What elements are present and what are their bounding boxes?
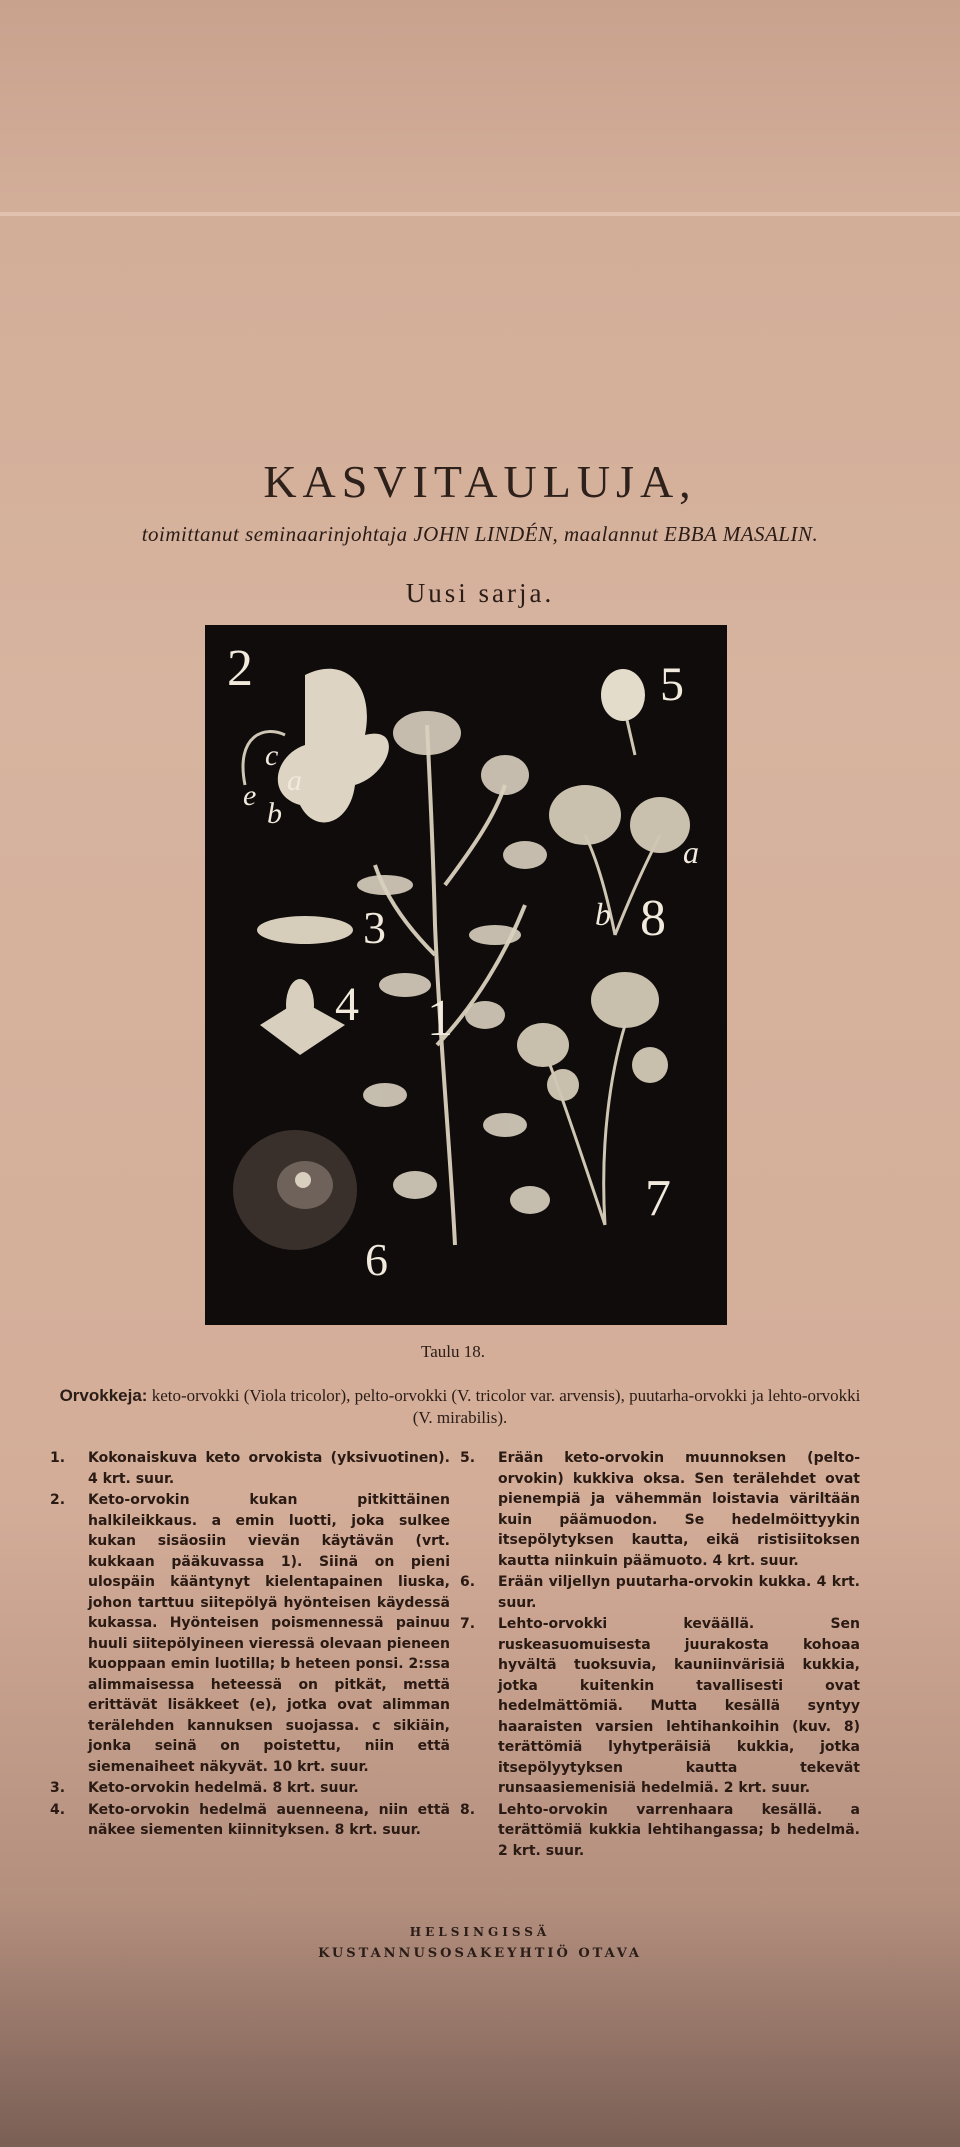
plate-small-label-b8: b bbox=[595, 896, 611, 932]
legend-text: Kokonaiskuva keto orvokista (yksivuotinen). 4 krt. suur. bbox=[88, 1450, 450, 1487]
plate-label-5: 5 bbox=[660, 658, 684, 711]
legend-item bbox=[50, 1490, 450, 1777]
botanical-plate bbox=[205, 625, 727, 1325]
legend-text: Keto-orvokin hedelmä. 8 krt. suur. bbox=[88, 1780, 359, 1796]
legend-number: 2. bbox=[50, 1492, 66, 1508]
plate-label-6: 6 bbox=[365, 1234, 388, 1285]
legend-column-right bbox=[460, 1448, 860, 1862]
legend-text: Keto-orvokin kukan pitkittäinen halkileikkaus. a emin luotti, joka sulkee kukan sisäosiin vievän käytävän (vrt. kukkaan pääkuvassa 1). Siinä on pieni ulospäin kääntynyt kielentapainen liuska, johon tarttuu siitepölyä hyönteisen käydessä kukassa. Hyönteisen poismennessä painuu huuli siitepölyineen vieressä olevaan pieneen kuoppaan emin luotilla; b heteen ponsi. 2:ssa alimmaisessa heteessä on pitkät, mettä erittävät lisäkkeet (e), jotka ovat alimman terälehden kannuksen suojassa. c sikiäin, jonka seinä on poistettu, niin että siemenaiheet näkyvät. 10 krt. suur. bbox=[88, 1492, 450, 1775]
plate-small-label-c: c bbox=[265, 739, 279, 772]
legend-text: Lehto-orvokin varrenhaara kesällä. a terättömiä kukkia lehtihangassa; b hedelmä. 2 krt. suur. bbox=[498, 1801, 860, 1859]
legend-number: 1. bbox=[50, 1450, 66, 1466]
legend-number: 4. bbox=[50, 1801, 66, 1818]
plate-caption: Taulu 18. bbox=[421, 1342, 485, 1361]
legend-item bbox=[460, 1572, 860, 1613]
plate-label-4: 4 bbox=[335, 978, 359, 1031]
legend-item bbox=[460, 1614, 860, 1799]
legend-number: 6. bbox=[460, 1574, 476, 1590]
plate-small-label-b: b bbox=[267, 797, 282, 830]
plate-label-7: 7 bbox=[645, 1170, 671, 1227]
legend-item bbox=[50, 1800, 450, 1841]
plate-label-2: 2 bbox=[227, 640, 253, 697]
page-title: KASVITAULUJA, bbox=[263, 456, 697, 507]
legend-text: Erään keto-orvokin muunnoksen (pelto-orvokin) kukkiva oksa. Sen terälehdet ovat pienempiä ja vähemmän loistavia väriltään kuin päämuodon. Se hedelmöittyykin itsepölytyksen kautta, eikä ristisiitoksen kautta niinkuin päämuoto. 4 krt. suur. bbox=[498, 1450, 860, 1569]
intro-paragraph bbox=[50, 1385, 870, 1429]
legend-item bbox=[460, 1800, 860, 1862]
plate-small-label-a8: a bbox=[683, 834, 699, 870]
legend-item bbox=[460, 1448, 860, 1571]
plate-label-8: 8 bbox=[640, 890, 666, 947]
legend-item bbox=[50, 1448, 450, 1489]
legend-column-left bbox=[50, 1448, 450, 1842]
plate-illustration bbox=[205, 625, 727, 1325]
legend-item bbox=[50, 1778, 450, 1799]
legend-number: 8. bbox=[460, 1801, 476, 1818]
footer-place: HELSINGISSÄ bbox=[409, 1925, 551, 1939]
legend-text: Lehto-orvokki keväällä. Sen ruskeasuomuisesta juurakosta kohoaa hyvältä tuoksuvia, kauniinvärisiä kukkia, jotka kuitenkin tavallisesti ovat hedelmättömiä. Mutta kesällä syntyy haaraisten varsien lehtihankoihin (kuv. 8) terättömiä lyhytperäisiä kukkia, jotka itsepölyytyksen kautta tekevät runsaasiemenisiä hedelmiä. 2 krt. suur. bbox=[498, 1616, 860, 1796]
plate-label-1: 1 bbox=[427, 990, 453, 1047]
plate-label-3: 3 bbox=[363, 902, 386, 953]
plate-small-label-a: a bbox=[287, 764, 302, 797]
series-subtitle: Uusi sarja. bbox=[405, 578, 555, 608]
legend-text: Erään viljellyn puutarha-orvokin kukka. 4 krt. suur. bbox=[498, 1574, 860, 1611]
legend-number: 5. bbox=[460, 1450, 476, 1466]
legend-number: 7. bbox=[460, 1616, 476, 1632]
intro-lead: Orvokkeja: bbox=[59, 1386, 148, 1405]
plate-small-label-e: e bbox=[243, 779, 257, 812]
credits-line: toimittanut seminaarinjohtaja JOHN LINDÉN, maalannut EBBA MASALIN. bbox=[141, 522, 819, 546]
legend-text: Keto-orvokin hedelmä auenneena, niin että näkee siementen kiinnityksen. 8 krt. suur. bbox=[88, 1801, 450, 1838]
footer-publisher: KUSTANNUSOSAKEYHTIÖ OTAVA bbox=[318, 1946, 642, 1961]
legend-number: 3. bbox=[50, 1780, 66, 1796]
paper-fold bbox=[0, 212, 960, 216]
intro-text: keto-orvokki (Viola tricolor), pelto-orvokki (V. tricolor var. arvensis), puutarha-orvokki ja lehto-orvokki (V. mirabilis). bbox=[147, 1386, 861, 1427]
